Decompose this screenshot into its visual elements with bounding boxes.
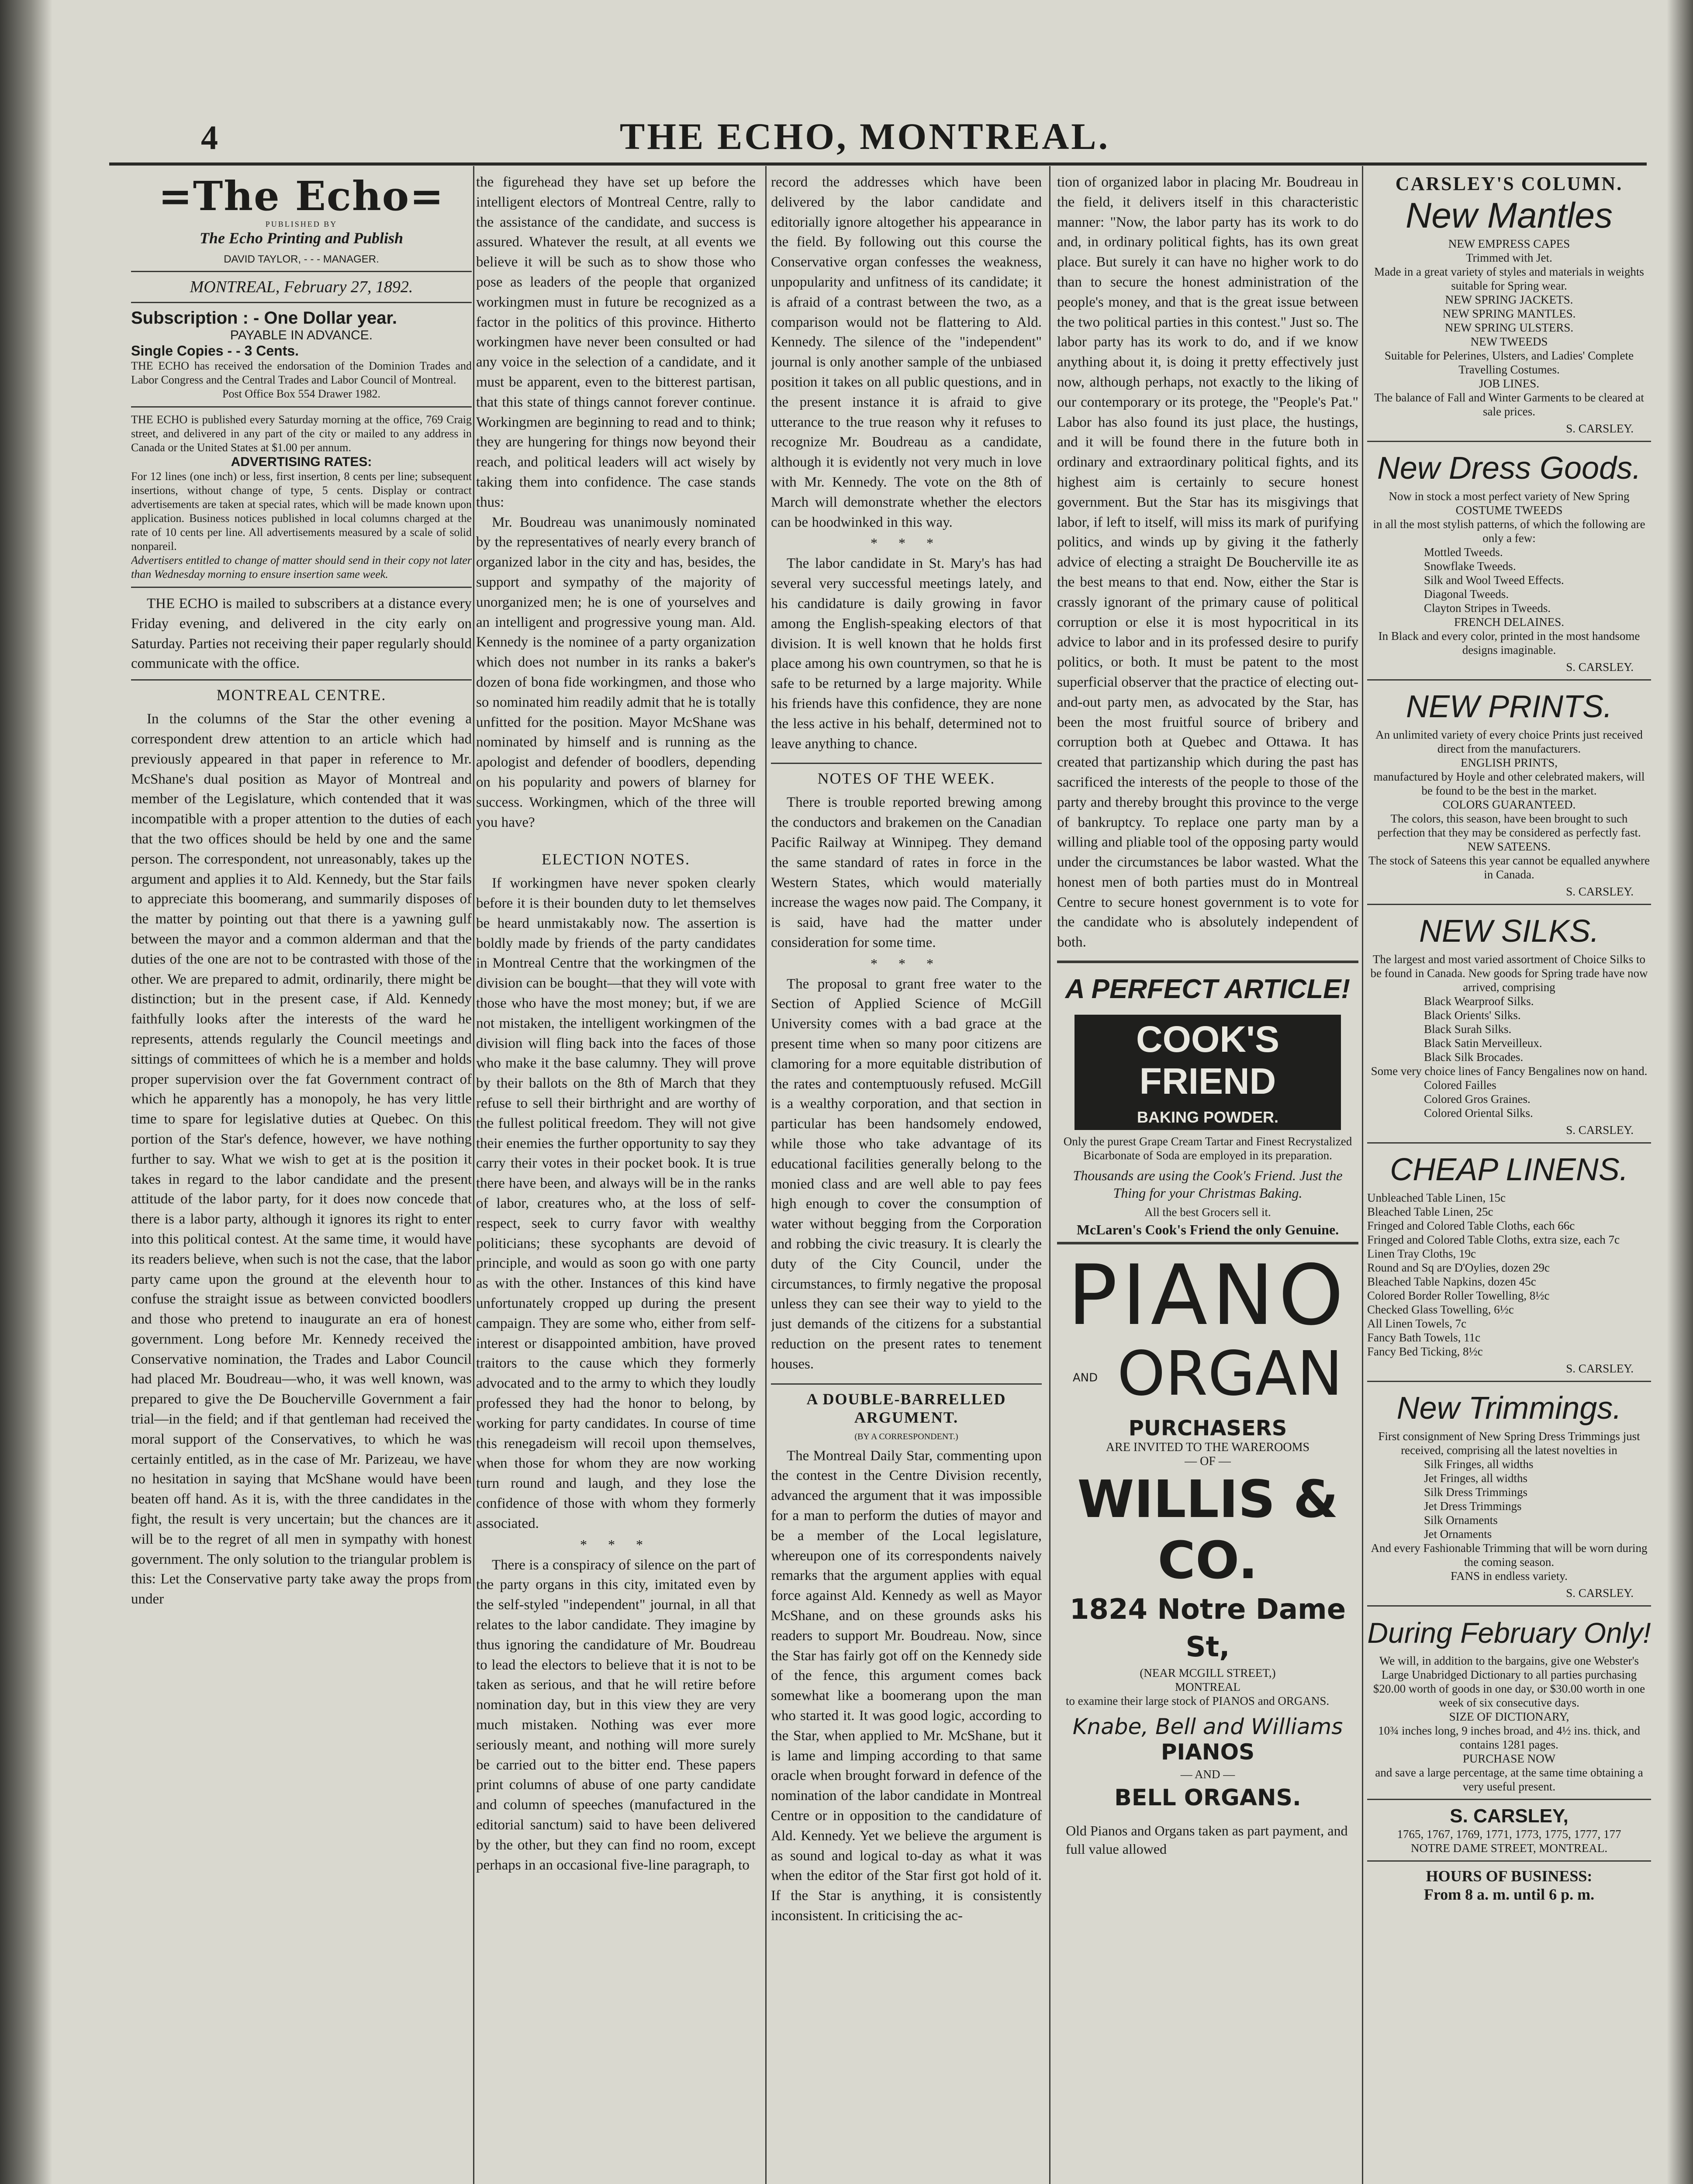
trimmings-text: And every Fashionable Trimming that will be worn during the coming season. (1371, 1541, 1648, 1569)
section-heading: ELECTION NOTES. (542, 850, 690, 868)
section-new-mantles: New Mantles (1406, 196, 1613, 235)
s2l-item: Silk and Wool Tweed Effects. (1424, 574, 1564, 587)
signature: S. CARSLEY. (1566, 660, 1634, 674)
ad-cooks-friend-genuine: McLaren's Cook's Friend the only Genuine. (1076, 1222, 1339, 1238)
advertising-rates: For 12 lines (one inch) or less, first insertion, 8 cents per line; subsequent insertions, without change of type, 5 cents. Display or contract advertisements are taken at special rates, which will be made known upon application. Business notices published in local columns charged at the rate of 10 cents per line. All advertisements measured by a scale of solid nonpareil. (131, 470, 472, 553)
s5-item: Bleached Table Napkins, dozen 45c (1367, 1275, 1536, 1288)
s5-item: Checked Glass Towelling, 6½c (1367, 1303, 1514, 1316)
footer-name: S. CARSLEY, (1450, 1805, 1569, 1827)
silks-list (1367, 994, 1651, 1064)
ad-invited: ARE INVITED TO THE WAREROOMS (1106, 1440, 1310, 1454)
publisher: The Echo Printing and Publish (199, 229, 404, 247)
dress-intro: Now in stock a most perfect variety of New Spring (1389, 490, 1630, 503)
article-montreal-centre: In the columns of the Star the other evening a correspondent drew attention to an article which had previously appeared in that paper in reference to Mr. McShane's dual position as Mayor of Montreal and member of the Legislature, which contended that it was incompatible with a proper attention to the duties of each that the two offices should be held by one and the same person. The correspondent, not unreasonably, takes up the argument and applies it to Ald. Kennedy, but the Star fails to appreciate this boomerang, and summarily disposes of the matter by pointing out that there is a yawning gulf between the mayor and a common alderman and that the duties of the one are not to be contrasted with those of the other. We are prepared to admit, ordinarily, there might be distinction; but in the present case, if Ald. Kennedy faithfully looks after the interests of the ward he represents, attends regularly the Council meetings and sittings of committees of which he is a member and holds proper supervision over the fat Government contract of which he apparently has a monopoly, he has very little time to spare for legislative duties at Quebec. On this portion of the Star's defence, however, we have nothing further to say. What we wish to get at is the position it takes in regard to the labor candidate and the present attitude of the labor party, for it does now concede that there is a labor party, although it ignores its right to enter into this political contest. At the same time, it would have its readers believe, when such is not the case, that the labor party came upon the ground at the eleventh hour to confuse the straight issue as between convicted boodlers and those who pretend to inaugurate an era of honest government. Long before Mr. Kennedy received the Conservative nomination, the Trades and Labor Council had placed Mr. Boudreau—who, it was well known, was prepared to give the De Boucherville Government a fair trial—in the field; and if that gentleman had received the moral support of the Conservatives, to which he was certainly entitled, as in the case of Mr. Parizeau, we have no hesitation in saying that McShane would have been beaten off hand. As it is, with the three candidates in the fight, the result is very uncertain; but the chances are it will be to the regret of all men in sympathy with honest government. The only solution to the triangular problem is this: Let the Conservative party take away the props from under (131, 711, 472, 1607)
notes-of-week-1: There is trouble reported brewing among the conductors and brakemen on the Canadian Pacific Railway at Winnipeg. They demand the same standard of rates in force in the Western States, which would materially increase the wages now paid. The Company, it is said, have had the matter under consideration for some time. (771, 795, 1042, 950)
silks-list-2 (1367, 1078, 1651, 1120)
signature: S. CARSLEY. (1566, 1362, 1634, 1375)
ad-willis: WILLIS & CO. (1077, 1469, 1338, 1590)
section-new-prints: NEW PRINTS. (1406, 689, 1612, 724)
article-paragraph: Mr. Boudreau was unanimously nominated by the representatives of nearly every branch of organized labor in the city and has, besides, the support and sympathy of the majority of unorganized men; he is one of yourselves and an intelligent and progressive young man. Ald. Kennedy is the nominee of a party organization which does not number in its ranks a baker's dozen of bona fide workingmen, and those who so nominated him readily admit that he is totally unfitted for the position. Mayor McShane was nominated by himself and is running as the apologist and defender of boodlers, depending on his popularity and powers of blarney for success. Workingmen, which of the three will you have? (476, 514, 756, 830)
s1-item: The balance of Fall and Winter Garments to be cleared at sale prices. (1374, 391, 1644, 418)
election-notes: If workingmen have never spoken clearly before it is their bounden duty to let themselves be heard unmistakably now. The assertion is boldly made by friends of the party candidates in Montreal Centre that the workingmen of the division can be bought—that they will vote with those who have the most money; but, if we are not mistaken, the intelligent workingmen of the division will fling back into the faces of those who make it the base calumny. They will prove by their ballots on the 8th of March that they refuse to sell their birthright and are worthy of the fullest political freedom. They will not give their enemies the further opportunity to say they carry their votes in their pocket book. It is true there have been, and always will be in the ranks of labor, creatures who, at the loss of self-respect, seek to curry favor with wealthy politicians; these sycophants are devoid of principle, and would as soon go with one party as with the other. Instances of this kind have unfortunately cropped up during the present campaign. They are some who, either from self-interest or disappointed ambition, have proved traitors to the cause which they formerly advocated and to the army to which they loudly professed they had the honor to belong, by working for party candidates. In course of time this renegadeism will recoil upon themselves, when those for whom they are now working turn round and laugh, and they lose the confidence of those with whom they formerly associated. (476, 875, 756, 1531)
section-during-february: During February Only! (1367, 1617, 1651, 1649)
dictionary-size: 10¾ inches long, 9 inches broad, and 4½ ins. thick, and contains 1281 pages. (1378, 1724, 1640, 1751)
ad-near: (NEAR MCGILL STREET,) (1140, 1666, 1276, 1679)
ad-and: AND (1072, 1371, 1098, 1385)
advertising-note: Advertisers entitled to change of matter should send in their copy not later than Wednesday morning to ensure insertion same week. (131, 554, 472, 581)
s3-item: The stock of Sateens this year cannot be equalled anywhere in Canada. (1368, 854, 1650, 881)
byline: (BY A CORRESPONDENT.) (854, 1431, 958, 1441)
footer-street: NOTRE DAME STREET, MONTREAL. (1410, 1842, 1608, 1855)
column-5 (1367, 173, 1651, 1904)
scan-edge-right (1667, 0, 1693, 2184)
ad-organ: ORGAN (1117, 1338, 1343, 1410)
dress-text: in all the most stylish patterns, of which the following are only a few: (1373, 518, 1645, 545)
column-rule (1362, 166, 1363, 2184)
column-rule (765, 166, 767, 2184)
article-continued: the figurehead they have set up before the intelligent electors of Montreal Centre, rally to the assistance of the candidate, and success is assured. Whatever the result, at all events we believe it will be such as to show those who pose as leaders of the people that organized workingmen must in future be recognized as a factor in the politics of this province. Hitherto workingmen have never been consulted or had any voice in the selection of a candidate, and it must be apparent, even to the bitterest partisan, that this state of things cannot forever continue. Workingmen are beginning to read and to think; they are hungering for things now beyond their reach, and political leaders will act wisely by taking them into confidence. The case stands thus: (476, 174, 756, 510)
ad-purchasers: PURCHASERS (1128, 1416, 1287, 1441)
ad-cooks-friend-sub: BAKING POWDER. (1075, 1105, 1341, 1130)
article-paragraph: The labor candidate in St. Mary's has had several very successful meetings lately, and his candidature is daily growing in favor among the English-speaking electors of that division. It is well known that he holds first place among his own countrymen, so that he is safe to be returned by a large majority. While his friends have this confidence, they are none the less active in his behalf, determined not to leave anything to chance. (771, 556, 1042, 752)
dictionary-size-head: SIZE OF DICTIONARY, (1449, 1710, 1569, 1723)
ad-address: 1824 Notre Dame St, (1069, 1593, 1346, 1663)
s2l-item: Clayton Stripes in Tweeds. (1424, 601, 1551, 615)
s3-item: manufactured by Hoyle and other celebrated makers, will be found to be the best in the market. (1373, 770, 1645, 797)
published-by: PUBLISHED BY (265, 220, 338, 228)
s2l-item: Mottled Tweeds. (1424, 546, 1503, 559)
po-box: Post Office Box 554 Drawer 1982. (222, 387, 381, 400)
s3-item: COLORS GUARANTEED. (1442, 798, 1576, 811)
s4l-item: Black Surah Silks. (1424, 1023, 1512, 1036)
s3-item: An unlimited variety of every choice Prints just received direct from the manufacturers. (1375, 728, 1643, 755)
s2l-item: Snowflake Tweeds. (1424, 560, 1516, 573)
ad-cooks-friend-brand: COOK'S FRIEND (1075, 1015, 1341, 1106)
column-2 (476, 173, 756, 1875)
ad-city: MONTREAL (1175, 1680, 1240, 1693)
ad-brands: Knabe, Bell and Williams (1072, 1714, 1343, 1739)
ad-cooks-friend-italic: Thousands are using the Cook's Friend. Just the Thing for your Christmas Baking. (1073, 1168, 1343, 1201)
s6l-item: Silk Dress Trimmings (1424, 1486, 1528, 1499)
hours: From 8 a. m. until 6 p. m. (1424, 1886, 1595, 1903)
dress-list (1367, 545, 1651, 615)
s1-item: JOB LINES. (1479, 377, 1539, 390)
s1-item: NEW EMPRESS CAPES (1448, 237, 1570, 250)
section-heading: MONTREAL CENTRE. (216, 686, 387, 704)
paper-logo: =The Echo= (158, 173, 445, 220)
s4l2-item: Colored Oriental Silks. (1424, 1106, 1533, 1120)
s1-item: Suitable for Pelerines, Ulsters, and Ladies' Complete Travelling Costumes. (1384, 349, 1634, 376)
section-new-silks: NEW SILKS. (1419, 914, 1600, 949)
section-heading: NOTES OF THE WEEK. (817, 770, 995, 788)
hours-head: HOURS OF BUSINESS: (1426, 1867, 1593, 1885)
masthead-rule (109, 162, 1647, 166)
column-1 (131, 173, 472, 1610)
ad-bell-organs: BELL ORGANS. (1114, 1784, 1301, 1811)
s5-item: Round and Sq are D'Oylies, dozen 29c (1367, 1261, 1550, 1274)
dress-text-2: In Black and every color, printed in the most handsome designs imaginable. (1378, 629, 1640, 657)
column-4 (1057, 173, 1358, 1858)
signature: S. CARSLEY. (1566, 1123, 1634, 1137)
s1-item: NEW SPRING JACKETS. (1445, 293, 1573, 306)
trimmings-intro: First consignment of New Spring Dress Trimmings just received, comprising all the latest novelties in (1378, 1430, 1640, 1457)
scan-edge-left (0, 0, 52, 2184)
ad-piano: PIANO (1067, 1247, 1348, 1344)
s5-item: Fancy Bath Towels, 11c (1367, 1331, 1481, 1344)
mantles-lines (1367, 237, 1651, 418)
ad-pianos: PIANOS (1161, 1739, 1255, 1765)
prints-lines (1367, 728, 1651, 881)
s3-item: The colors, this season, have been brought to such perfection that they may be considered as perfectly fast. (1377, 812, 1641, 839)
footer-address: 1765, 1767, 1769, 1771, 1773, 1775, 1777, 177 (1397, 1828, 1621, 1841)
manager-line: DAVID TAYLOR, - - - MANAGER. (224, 253, 379, 265)
election-notes-2: There is a conspiracy of silence on the part of the party organs in this city, imitated even by the self-styled "independent" journal, in all that relates to the labor candidate. They imagine by thus ignoring the candidature of Mr. Boudreau to lead the electors to believe that it is not to be taken as serious, and that he will retire before nomination day, but in this view they are very much mistaken. Nothing was ever more seriously meant, and nothing will more surely be carried out to the bitter end. These papers print columns of abuse of one party candidate and column of speeches (manufactured in the editorial sanctum) said to have been delivered by the other, but they can find no room, except perhaps in an occasional five-line paragraph, to (476, 1557, 756, 1873)
s5-item: Fringed and Colored Table Cloths, each 66c (1367, 1219, 1575, 1232)
subscription: Subscription : - One Dollar year. (131, 308, 397, 328)
s5-item: Fringed and Colored Table Cloths, extra size, each 7c (1367, 1233, 1620, 1246)
signature: S. CARSLEY. (1566, 885, 1634, 898)
february-text: We will, in addition to the bargains, give one Webster's Large Unabridged Dictionary to all parties purchasing $20.00 worth of goods in one day, or $30.00 worth in one week of six consecutive days. (1373, 1654, 1645, 1709)
ad-and-2: — AND — (1180, 1767, 1235, 1781)
page-number: 4 (201, 118, 218, 156)
purchase-now: PURCHASE NOW (1462, 1752, 1556, 1765)
separator: * * * (871, 955, 942, 971)
s4l-item: Black Silk Brocades. (1424, 1051, 1524, 1064)
s1-item: Trimmed with Jet. (1466, 251, 1552, 264)
single-copies: Single Copies - - 3 Cents. (131, 343, 299, 359)
separator: * * * (580, 1536, 652, 1552)
trimmings-list (1367, 1457, 1651, 1541)
s5-item: Bleached Table Linen, 25c (1367, 1205, 1493, 1218)
advertising-rates-head: ADVERTISING RATES: (231, 455, 372, 469)
s1-item: NEW SPRING MANTLES. (1442, 307, 1576, 320)
trimmings-fans: FANS in endless variety. (1451, 1569, 1568, 1583)
s5-item: All Linen Towels, 7c (1367, 1317, 1467, 1330)
article-continued: record the addresses which have been delivered by the labor candidate and editorially ignore altogether his appearance in the field. By following out this course the Conservative organ confesses the weakness, unpopularity and unfitness of its candidate; it is afraid of a contrast between the two, as a comparison would not be flattering to Ald. Kennedy. The silence of the "independent" journal is only another sample of the unbiased position it takes on all public questions, and in the present instance it is afraid to give utterance to the true reason why it refuses to recognize Mr. Boudreau as a candidate, although it is evidently not very much in love with Mr. Kennedy. The vote on the 8th of March will demonstrate whether the electors can be hoodwinked in this way. (771, 174, 1042, 530)
double-barrelled-argument: The Montreal Daily Star, commenting upon the contest in the Centre Division recently, advanced the argument that it was impossible for a man to perform the duties of mayor and be a member of the Local legislature, whereupon one of its correspondents naively remarks that the argument applies with equal force against Ald. Kennedy as well as Mayor McShane, and on these grounds asks his readers to support Mr. Boudreau. Now, since the Star has fairly got off on the Kennedy side of the fence, this argument comes back somewhat like a boomerang upon the man who started it. It was good logic, according to the Star, when applied to Mr. McShane, but it is lame and limping according to that same oracle when brought forward in defence of the nomination of the labor candidate in Montreal Centre or in opposition to the candidature of Ald. Kennedy. Yet we believe the argument is as sound and logical to-day as what it was when the editor of the Star first got hold of it. If the Star is anything, it is consistently inconsistent. In criticising the ac- (771, 1448, 1042, 1924)
s5-item: Linen Tray Cloths, 19c (1367, 1247, 1476, 1260)
article-continued: tion of organized labor in placing Mr. Boudreau in the field, it delivers itself in this characteristic manner: "Now, the labor party has its work to do and, in ordinary political fights, has its own great place. But surely it can have no higher work to do than to secure the honest administration of the people's money, and that is the great issue between the two political parties in this contest." Just so. The labor party has its work to do, and if we know anything about it, is doing it pretty effectively just now, although perhaps, not exactly to the liking of our contemporary or its protege, the "People's Pat." Labor has also found its just place, the hustings, and it will be found there in the future both in ordinary and extraordinary political fights, and its highest aim is certainly to secure honest government. But the Star has its misgivings that labor, if left to itself, will miss its mark of purifying politics, and winds up by giving it the fatherly advice of electing a straight De Boucherville ite as the best means to that end. Now, either the Star is crassly ignorant of the primary cause of political corruption or else it is most hypocritical in its advice to labor and in its professed desire to purify politics, or both. It must be patent to the most superficial observer that the practice of electing out-and-out party men, as advocated by the Star, has been the most fruitful source of bribery and corruption both at Quebec and Ottawa. It has created that partizanship which during the past has sacrificed the interests of the people to those of the party and thereby brought this province to the verge of bankruptcy. To replace one party man by a willing and pliable tool of the opposing party would under the circumstances be labor wasted. What the honest men of both parties must do in Montreal Centre to secure honest government is to vote for the candidate who is absolutely independent of both. (1057, 174, 1358, 950)
s4l-item: Black Satin Merveilleux. (1424, 1037, 1542, 1050)
silks-mid: Some very choice lines of Fancy Bengalines now on hand. (1371, 1064, 1648, 1078)
separator: * * * (871, 535, 942, 551)
s5-item: Colored Border Roller Towelling, 8½c (1367, 1289, 1550, 1302)
column-title: CARSLEY'S COLUMN. (1395, 173, 1623, 194)
s1-item: Made in a great variety of styles and materials in weights suitable for Spring wear. (1374, 265, 1644, 292)
s5-item: Fancy Bed Ticking, 8½c (1367, 1345, 1483, 1358)
s2l-item: Diagonal Tweeds. (1424, 587, 1509, 601)
ad-organ-row (1057, 1338, 1358, 1410)
s4l2-item: Colored Failles (1424, 1078, 1496, 1092)
column-rule (473, 166, 474, 2184)
ad-cooks-friend-text: Only the purest Grape Cream Tartar and Finest Recrystalized Bicarbonate of Soda are employed in its preparation. (1063, 1135, 1352, 1162)
silks-intro: The largest and most varied assortment of Choice Silks to be found in Canada. New goods for Spring trade have now arrived, comprising (1370, 953, 1648, 994)
s6l-item: Jet Ornaments (1424, 1527, 1492, 1541)
s3-item: NEW SATEENS. (1467, 840, 1551, 853)
endorsement: THE ECHO has received the endorsation of the Dominion Trades and Labor Congress and the Central Trades and Labor Council of Montreal. (131, 359, 472, 386)
s1-item: NEW TWEEDS (1470, 335, 1548, 348)
masthead (79, 105, 1651, 162)
mailed-notice: THE ECHO is mailed to subscribers at a distance every Friday evening, and delivered in the city early on Saturday. Parties not receiving their paper regularly should communicate with the office. (131, 596, 472, 672)
ad-of: — OF — (1185, 1454, 1231, 1468)
signature: S. CARSLEY. (1566, 422, 1634, 435)
section-cheap-linens: CHEAP LINENS. (1390, 1152, 1628, 1187)
s4l-item: Black Orients' Silks. (1424, 1009, 1521, 1022)
purchase-text: and save a large percentage, at the same time obtaining a very useful present. (1375, 1766, 1643, 1793)
column-rule (1049, 166, 1050, 2184)
issue-date: MONTREAL, February 27, 1892. (190, 278, 413, 296)
s4l2-item: Colored Gros Graines. (1424, 1092, 1531, 1106)
publication-info: THE ECHO is published every Saturday morning at the office, 769 Craig street, and delivered in any part of the city or mailed to any address in Canada or the United States at $1.00 per annum. (131, 413, 472, 454)
s4l-item: Black Wearproof Silks. (1424, 995, 1534, 1008)
ad-cooks-friend-head: A PERFECT ARTICLE! (1065, 974, 1351, 1005)
s1-item: NEW SPRING ULSTERS. (1444, 321, 1574, 334)
column-3 (771, 173, 1042, 1926)
s3-item: ENGLISH PRINTS, (1460, 756, 1558, 769)
s6l-item: Silk Fringes, all widths (1424, 1458, 1534, 1471)
s5-item: Unbleached Table Linen, 15c (1367, 1191, 1506, 1204)
ad-cooks-friend-grocers: All the best Grocers sell it. (1144, 1206, 1271, 1219)
dress-sub-2: FRENCH DELAINES. (1454, 615, 1564, 629)
notes-of-week-2: The proposal to grant free water to the Section of Applied Science of McGill University comes with a bad grace at the present time when so many poor citizens are clamoring for a more equitable distribution of the rates and contemptuously refused. McGill is a wealthy corporation, and that section in particular has been handsomely endowed, while those who take advantage of its educational facilities generally belong to the monied class and are well able to pay fees high enough to cover the consumption of water without begging from the Corporation and robbing the civic treasury. It is clearly the duty of the City Council, under the circumstances, to firmly negative the proposal unless they can see their way to yield to the just demands of the citizens for a substantial reduction on the present rates to tenement houses. (771, 976, 1042, 1372)
s6l-item: Jet Fringes, all widths (1424, 1472, 1527, 1485)
section-new-trimmings: New Trimmings. (1396, 1391, 1622, 1426)
payable: PAYABLE IN ADVANCE. (230, 328, 373, 342)
dress-sub: COSTUME TWEEDS (1455, 504, 1563, 517)
linens-lines (1367, 1191, 1651, 1358)
page-title: THE ECHO, MONTREAL. (619, 115, 1110, 157)
signature: S. CARSLEY. (1566, 1586, 1634, 1600)
ad-examine: to examine their large stock of PIANOS and ORGANS. (1066, 1694, 1330, 1707)
section-heading: A DOUBLE-BARRELLED ARGUMENT. (806, 1390, 1006, 1426)
ad-footer: Old Pianos and Organs taken as part payment, and full value allowed (1066, 1822, 1348, 1857)
s6l-item: Silk Ornaments (1424, 1514, 1498, 1527)
section-new-dress-goods: New Dress Goods. (1377, 451, 1641, 486)
s6l-item: Jet Dress Trimmings (1424, 1500, 1522, 1513)
